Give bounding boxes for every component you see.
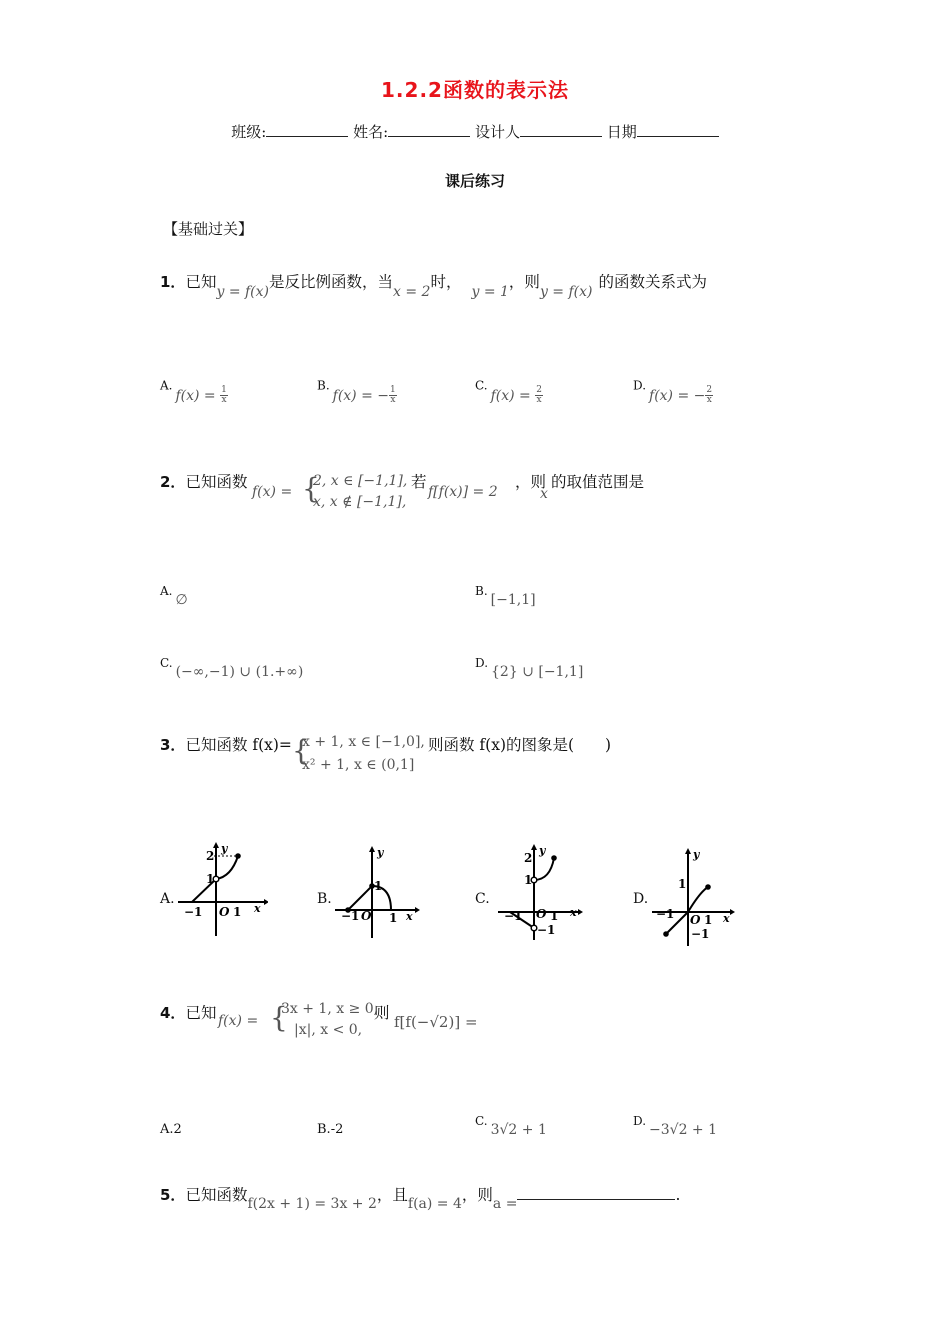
brace: { (270, 1001, 288, 1034)
q1-option-b[interactable] (317, 376, 397, 405)
page-title: 1.2.2函数的表示法 (381, 78, 569, 102)
origin-label: O (536, 907, 547, 921)
option-value: [−1,1] (490, 592, 536, 608)
q1-math-1: y = f(x) (216, 284, 269, 300)
numerator: 2 (536, 385, 542, 395)
x-axis-label: x (723, 912, 730, 925)
question-4 (160, 1001, 216, 1023)
question-3 (160, 733, 292, 755)
option-label: A. (160, 378, 173, 393)
option-value: −3√2 + 1 (649, 1122, 718, 1138)
origin-label: O (361, 909, 372, 923)
q4-text-2: 则 (374, 1004, 390, 1022)
q1-option-a[interactable] (160, 376, 228, 405)
tick-label-one: 1 (524, 873, 533, 887)
q1-text-1: 已知 (185, 273, 217, 291)
option-label: C. (160, 656, 173, 670)
q5-math-2: f(a) = 4 (407, 1196, 462, 1212)
q5-text-2: ，且 (376, 1186, 408, 1204)
option-label: A. (160, 584, 173, 598)
q3-option-a-label[interactable]: A. (160, 891, 175, 907)
answer-blank[interactable] (517, 1185, 675, 1200)
fraction (220, 386, 228, 405)
tick-label-one: 1 (206, 872, 215, 886)
q3-graph-d[interactable] (648, 840, 740, 948)
brace: { (302, 472, 320, 505)
q5-text-3: ，则 (461, 1186, 493, 1204)
numerator: 2 (706, 385, 713, 395)
q1-math-4: y = f(x) (539, 284, 593, 300)
question-number: 5． (160, 1186, 186, 1204)
denominator: x (706, 395, 712, 405)
option-math: f(x) = − (332, 387, 390, 404)
q4-option-d[interactable] (633, 1113, 718, 1138)
q2-text-2: 若 (411, 473, 427, 491)
q2-option-d[interactable] (475, 655, 584, 680)
q2-math-2: f[f(x)] = 2 (428, 484, 498, 500)
q1-text-3: 时， (430, 273, 462, 291)
q2-text-3: ，则 (515, 473, 547, 491)
tick-label-neg-one: −1 (656, 907, 675, 921)
origin-label: O (690, 913, 701, 927)
option-value: 2 (173, 1122, 182, 1137)
question-5 (160, 1183, 681, 1212)
fraction (389, 386, 397, 405)
q5-text-4: . (675, 1186, 681, 1204)
section-title: 课后练习 (444, 172, 505, 190)
brace: { (292, 734, 310, 767)
q5-text-1: 已知函数 (185, 1186, 248, 1204)
origin-label: O (219, 905, 230, 919)
subsection-title: 【基础过关】 (163, 220, 254, 238)
q3-text-2: 则函数 f(x)的图象是( ) (428, 736, 612, 754)
designer-label: 设计人 (474, 123, 520, 141)
tick-label-neg-one: −1 (341, 909, 360, 923)
option-value: {2} ∪ [−1,1] (491, 664, 584, 680)
tick-label-neg-one: −1 (691, 927, 710, 941)
tick-label-neg-one: −1 (504, 909, 523, 923)
tick-label-neg-one: −1 (537, 923, 556, 937)
q2-case-2: x, x ∉ [−1,1], (313, 494, 407, 510)
tick-label-two: 2 (524, 851, 533, 865)
option-label: B. (317, 378, 330, 393)
option-value: (−∞,−1) ∪ (1.+∞) (175, 664, 304, 680)
option-value: -2 (330, 1122, 344, 1137)
q1-text-5: 的函数关系式为 (598, 273, 707, 291)
option-value: ∅ (175, 592, 188, 608)
q3-option-b-label[interactable]: B. (317, 891, 332, 907)
tick-label-one: 1 (233, 905, 242, 919)
q2-option-b[interactable] (475, 583, 536, 608)
date-blank (637, 122, 719, 137)
option-label: B. (475, 584, 488, 598)
option-label: D. (633, 1114, 647, 1128)
q1-text-2: 是反比例函数，当 (269, 273, 394, 291)
q4-option-b[interactable] (317, 1121, 343, 1137)
y-axis-label: y (693, 848, 700, 861)
numerator: 1 (390, 385, 396, 395)
q3-graph-b[interactable] (333, 840, 425, 940)
x-axis-label: x (570, 906, 577, 919)
q2-text-1: 已知函数 (185, 473, 248, 491)
question-number: 1． (160, 273, 186, 291)
q3-text-1: 已知函数 f(x)= (185, 736, 292, 754)
q2-math-3: x (540, 486, 548, 502)
q4-math-2: f[f(−√2)] = (394, 1013, 478, 1031)
name-label: 姓名: (353, 123, 389, 141)
y-axis-label: y (539, 844, 546, 857)
q3-case-2: x² + 1, x ∈ (0,1] (302, 757, 415, 773)
q1-option-c[interactable] (475, 376, 543, 405)
q5-math-1: f(2x + 1) = 3x + 2 (247, 1196, 377, 1212)
x-axis-label: x (254, 902, 261, 915)
fraction (705, 386, 713, 405)
q3-graph-c[interactable] (494, 840, 586, 940)
tick-label-neg-one: −1 (184, 905, 203, 919)
tick-label-one: 1 (704, 913, 713, 927)
q3-option-d-label[interactable]: D. (633, 891, 649, 907)
q2-option-a[interactable] (160, 583, 188, 608)
q4-text-1: 已知 (185, 1004, 217, 1022)
q2-case-1: 2, x ∈ [−1,1], (313, 473, 408, 489)
option-math: f(x) = (175, 387, 221, 404)
question-1 (160, 270, 707, 300)
option-label: C. (475, 378, 488, 393)
option-value: 3√2 + 1 (490, 1122, 547, 1138)
numerator: 1 (221, 385, 227, 395)
info-line (0, 121, 950, 142)
fraction (535, 386, 543, 405)
q5-math-3: a = (492, 1196, 518, 1212)
option-label: D. (633, 378, 647, 393)
q3-case-1: x + 1, x ∈ [−1,0], (302, 734, 425, 750)
option-math: f(x) = − (649, 387, 706, 404)
question-2 (160, 470, 247, 492)
q1-text-4: ，则 (508, 273, 540, 291)
y-axis-label: y (377, 846, 384, 859)
q2-option-c[interactable] (160, 655, 304, 680)
q2-function-name: f(x) = (252, 484, 293, 500)
denominator: x (221, 395, 227, 405)
question-number: 4． (160, 1004, 186, 1022)
q4-case-1: 3x + 1, x ≥ 0, (281, 1001, 379, 1017)
question-number: 2． (160, 473, 186, 491)
q1-math-2: x = 2 (393, 284, 431, 300)
q4-option-a[interactable] (160, 1121, 182, 1137)
tick-label-one: 1 (550, 909, 559, 923)
question-number: 3． (160, 736, 186, 754)
q3-option-c-label[interactable]: C. (475, 891, 490, 907)
q4-function-name: f(x) = (218, 1013, 259, 1029)
name-blank (388, 122, 470, 137)
option-math: f(x) = (490, 387, 536, 404)
option-label: D. (475, 656, 489, 670)
option-label: A. (160, 1122, 174, 1137)
designer-blank (520, 122, 602, 137)
q2-text-4: 的取值范围是 (551, 473, 645, 491)
tick-label-one: 1 (389, 911, 398, 925)
tick-label-one: 1 (678, 877, 687, 891)
option-label: C. (475, 1114, 488, 1128)
q4-option-c[interactable] (475, 1113, 547, 1138)
q3-graph-a[interactable] (176, 840, 268, 940)
q4-case-2: |x|, x < 0, (294, 1022, 363, 1038)
tick-label-one: 1 (374, 879, 383, 893)
class-label: 班级: (231, 123, 267, 141)
class-blank (266, 122, 348, 137)
date-label: 日期 (606, 123, 637, 141)
denominator: x (536, 395, 542, 405)
option-label: B. (317, 1122, 331, 1137)
q1-option-d[interactable] (633, 376, 713, 405)
q1-math-3: y = 1 (471, 284, 509, 300)
denominator: x (390, 395, 396, 405)
tick-label-two: 2 (206, 849, 215, 863)
y-axis-label: y (221, 842, 228, 855)
x-axis-label: x (406, 910, 413, 923)
